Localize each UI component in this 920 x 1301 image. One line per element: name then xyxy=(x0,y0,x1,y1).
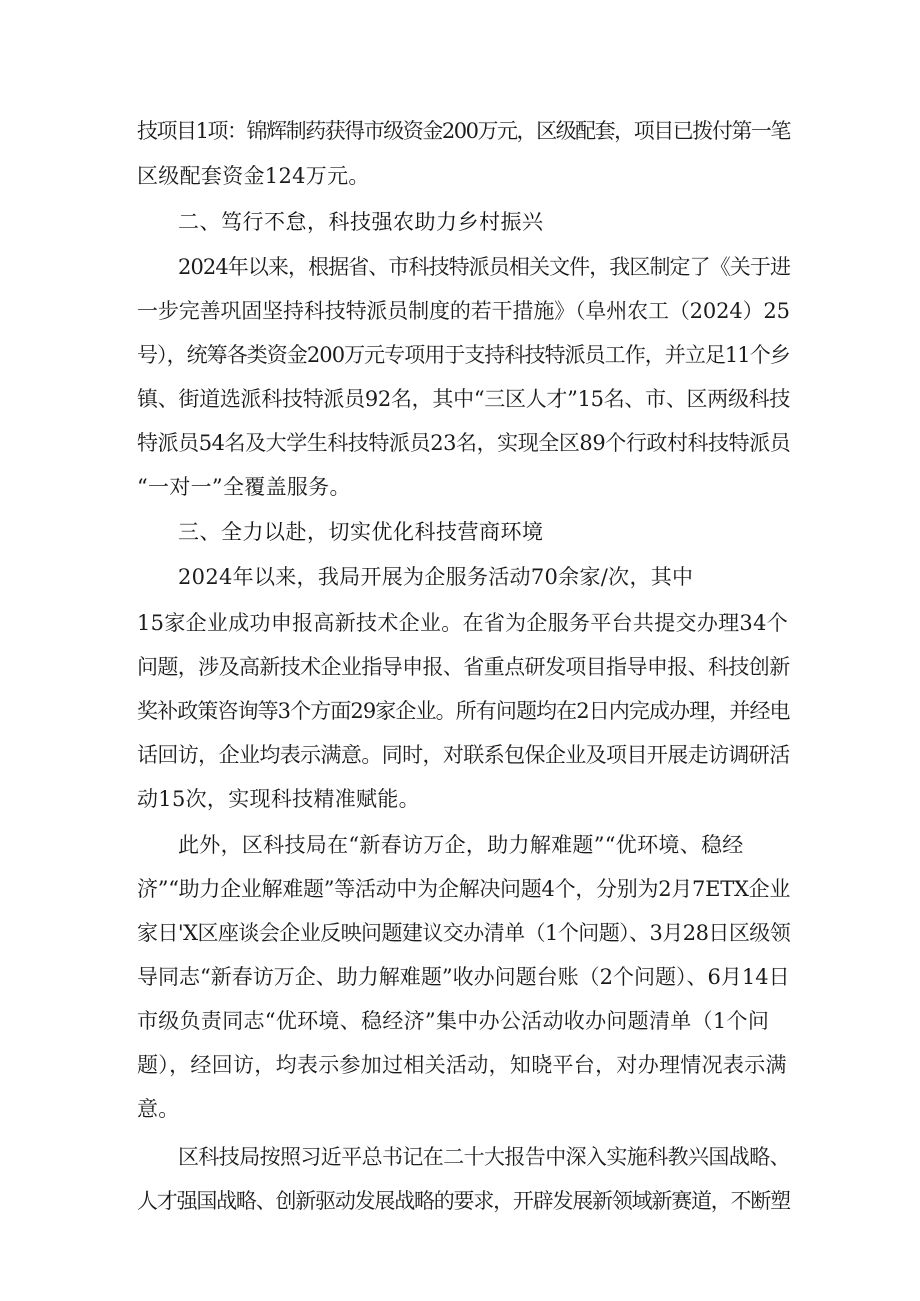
body-text-line: 家日'X区座谈会企业反映问题建议交办清单（1个问题）、3月28日区级领 xyxy=(137,921,791,945)
body-text-line: 一步完善巩固坚持科技特派员制度的若干措施》（阜州农工（2024）25 xyxy=(137,299,790,323)
body-text-line: 镇、街道选派科技特派员92名，其中“三区人才”15名、市、区两级科技 xyxy=(137,387,791,411)
body-text-line: 区级配套资金124万元。 xyxy=(137,164,370,188)
body-text-line: 意。 xyxy=(137,1097,180,1121)
section-heading-2: 二、笃行不怠，科技强农助力乡村振兴 xyxy=(178,210,544,234)
body-text-line: 济”“助力企业解难题”等活动中为企解决问题4个，分别为2月7ETX企业 xyxy=(137,877,791,901)
body-text-line: 奖补政策咨询等3个方面29家企业。所有问题均在2日内完成办理，并经电 xyxy=(137,699,790,723)
body-text-line: 2024年以来，根据省、市科技特派员相关文件，我区制定了《关于进 xyxy=(178,255,791,279)
body-text-line: 话回访，企业均表示满意。同时，对联系包保企业及项目开展走访调研活 xyxy=(137,743,790,767)
body-text-line: 问题，涉及高新技术企业指导申报、省重点研发项目指导申报、科技创新 xyxy=(137,655,790,679)
body-text-line: 动15次，实现科技精准赋能。 xyxy=(137,787,420,811)
body-text-line: “一对一”全覆盖服务。 xyxy=(137,475,351,499)
body-text-line: 15家企业成功申报高新技术企业。在省为企服务平台共提交办理34个 xyxy=(137,611,789,635)
body-text-line: 人才强国战略、创新驱动发展战略的要求，开辟发展新领域新赛道，不断塑 xyxy=(137,1189,790,1213)
body-text-line: 特派员54名及大学生科技特派员23名，实现全区89个行政村科技特派员 xyxy=(137,431,791,455)
body-text-line: 技项目1项：锦辉制药获得市级资金200万元，区级配套，项目已拨付第一笔 xyxy=(137,119,790,143)
section-heading-3: 三、全力以赴，切实优化科技营商环境 xyxy=(178,520,544,544)
body-text-line: 号），统筹各类资金200万元专项用于支持科技特派员工作，并立足11个乡 xyxy=(137,343,790,367)
body-text-line: 此外，区科技局在“新春访万企，助力解难题”“优环境、稳经 xyxy=(178,833,744,857)
body-text-line: 2024年以来，我局开展为企服务活动70余家/次，其中 xyxy=(178,565,694,589)
body-text-line: 导同志“新春访万企、助力解难题”收办问题台账（2个问题）、6月14日 xyxy=(137,965,790,989)
body-text-line: 市级负责同志“优环境、稳经济”集中办公活动收办问题清单（1个问 xyxy=(137,1009,770,1033)
body-text-line: 区科技局按照习近平总书记在二十大报告中深入实施科教兴国战略、 xyxy=(178,1145,790,1169)
body-text-line: 题），经回访，均表示参加过相关活动，知晓平台，对办理情况表示满 xyxy=(137,1053,787,1077)
